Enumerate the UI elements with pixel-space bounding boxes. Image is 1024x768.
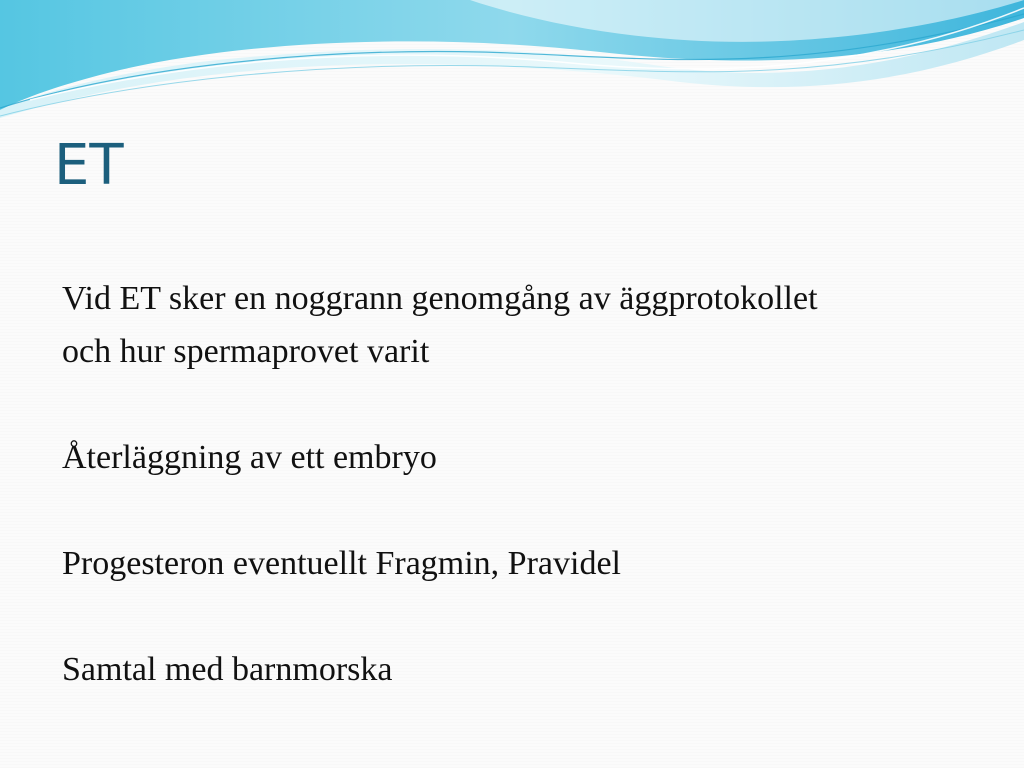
body-paragraph (62, 537, 982, 590)
body-line: Vid ET sker en noggrann genomgång av äggprotokollet (62, 280, 818, 317)
decorative-wave-banner (0, 0, 1024, 140)
body-paragraph (62, 431, 982, 484)
body-line: Återläggning av ett embryo (62, 439, 437, 476)
body-line: Samtal med barnmorska (62, 651, 393, 688)
slide-body (62, 272, 982, 696)
body-paragraph (62, 272, 982, 378)
slide-title: ET (54, 133, 124, 198)
body-line: Progesteron eventuellt Fragmin, Pravidel (62, 545, 621, 582)
body-line: och hur spermaprovet varit (62, 333, 430, 370)
body-paragraph (62, 643, 982, 696)
